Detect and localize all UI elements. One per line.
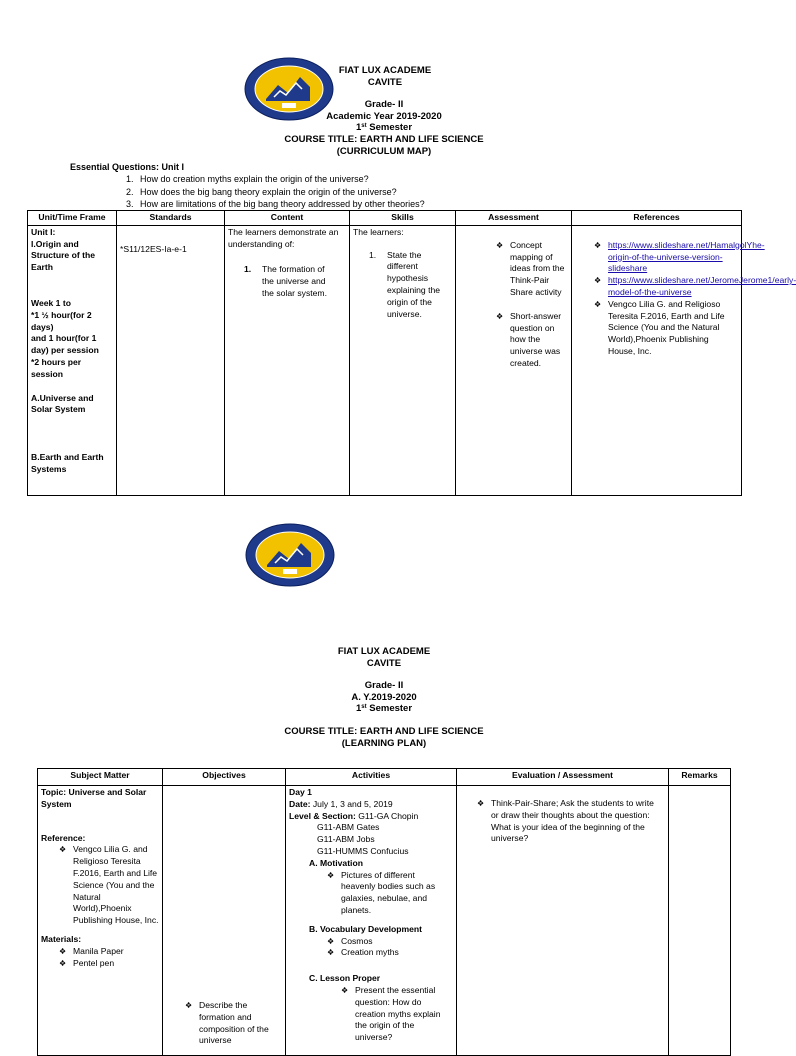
essential-question: 3. How are limitations of the big bang theory addressed by other theories? <box>136 198 768 210</box>
table-row <box>38 786 731 1056</box>
skills-item: State the different hypothesis explaining the origin of the universe. <box>387 249 441 319</box>
school-city: CAVITE <box>367 76 403 88</box>
column-header: Content <box>225 211 350 226</box>
content-cell: The learners demonstrate an understanding of: 1. The formation of the universe and the solar system. <box>225 225 350 495</box>
objective-item: ❖ Describe the formation and composition of the universe <box>185 1000 279 1047</box>
activity-item: ❖ Cosmos <box>327 936 453 948</box>
school-logo <box>245 523 335 587</box>
evaluation-item: ❖ Think-Pair-Share; Ask the students to write or draw their thoughts about the question: What is your idea of the beginning of the universe? <box>477 798 656 845</box>
semester: 1st Semester <box>355 122 413 134</box>
curriculum-map-header <box>0 65 768 157</box>
assessment-cell <box>456 225 572 495</box>
reference-link[interactable]: ❖ https://www.slideshare.net/HamalgolYhe-origin-of-the-universe-version-slideshare <box>594 240 735 275</box>
reference-item: ❖ Vengco Lilia G. and Religioso Teresita F.2016, Earth and Life Science (You and the Natural World),Phoenix Publishing House, Inc. <box>59 844 159 927</box>
material-item: ❖ Manila Paper <box>59 946 159 958</box>
column-header: Remarks <box>669 769 731 786</box>
school-name: FIAT LUX ACADEME <box>338 65 432 76</box>
essential-question: 1. How do creation myths explain the origin of the universe? <box>136 173 768 185</box>
skills-cell: The learners: 1. State the different hypothesis explaining the origin of the universe. <box>350 225 456 495</box>
document-type: (CURRICULUM MAP) <box>336 145 432 157</box>
standards-cell: *S11/12ES-Ia-e-1 <box>117 225 225 495</box>
content-item: The formation of the universe and the solar system. <box>262 264 327 298</box>
school-name: FIAT LUX ACADEME <box>337 646 431 657</box>
table-row <box>28 225 742 495</box>
activity-item: ❖ Pictures of different heavenly bodies such as galaxies, nebulae, and planets. <box>327 870 447 917</box>
activities-cell: Day 1 Date: July 1, 3 and 5, 2019 Level & Section: G11-GA Chopin G11-ABM Gates G11-ABM Jobs G11-HUMMS Confucius A. Motivation ❖ Pictures of different heavenly bodies such as galaxies, nebulae, and planets. B. Vocabulary Development ❖ Cosmos ❖ Creation myths C. Lesson Proper ❖ Present the essential question: How do creation myths explain the origin of the universe? <box>286 786 457 1056</box>
grade-level: Grade- II <box>364 680 404 692</box>
column-header: Evaluation / Assessment <box>457 769 669 786</box>
assessment-item: ❖ Short-answer question on how the universe was created. <box>496 311 569 370</box>
learning-plan-table <box>37 768 731 1056</box>
references-cell <box>572 225 796 495</box>
activity-item: ❖ Creation myths <box>327 947 453 959</box>
objectives-cell <box>163 786 286 1056</box>
column-header: Activities <box>286 769 457 786</box>
remarks-cell <box>669 786 731 1056</box>
column-header: References <box>572 211 742 226</box>
academic-year: A. Y.2019-2020 <box>351 691 417 703</box>
essential-questions <box>0 161 768 210</box>
evaluation-cell <box>457 786 669 1056</box>
assessment-item: ❖ Concept mapping of ideas from the Think-Pair Share activity <box>496 240 569 299</box>
column-header: Standards <box>117 211 225 226</box>
semester: 1st Semester <box>355 703 413 715</box>
reference-item: ❖ Vengco Lilia G. and Religioso Teresita F.2016, Earth and Life Science (You and the Natural World),Phoenix Publishing House, Inc. <box>594 299 735 358</box>
column-header: Subject Matter <box>38 769 163 786</box>
learning-plan-header <box>0 646 768 749</box>
subject-matter-cell: Topic: Universe and Solar System Reference: ❖ Vengco Lilia G. and Religioso Teresita F.2016, Earth and Life Science (You and the Natural World),Phoenix Publishing House, Inc. Materials: ❖ Manila Paper ❖ Pentel pen <box>38 786 163 1056</box>
material-item: ❖ Pentel pen <box>59 958 159 970</box>
activity-item: ❖ Present the essential question: How do creation myths explain the origin of the universe? <box>341 985 447 1044</box>
course-title: COURSE TITLE: EARTH AND LIFE SCIENCE <box>284 133 484 145</box>
unit-cell: Unit I: I.Origin and Structure of the Earth Week 1 to *1 ½ hour(for 2 days) and 1 hour(for 1 day) per session *2 hours per session A.Universe and Solar System B.Earth and Earth Systems <box>28 225 117 495</box>
column-header: Objectives <box>163 769 286 786</box>
academic-year: Academic Year 2019-2020 <box>326 110 442 122</box>
reference-link[interactable]: ❖ https://www.slideshare.net/JeromeJerome1/early-model-of-the-universe <box>594 275 735 299</box>
column-header: Assessment <box>456 211 572 226</box>
topic: Topic: Universe and Solar System <box>41 787 147 809</box>
column-header: Unit/Time Frame <box>28 211 117 226</box>
essential-questions-title: Essential Questions: Unit I <box>70 162 185 172</box>
course-title: COURSE TITLE: EARTH AND LIFE SCIENCE <box>284 725 484 737</box>
curriculum-map-table <box>27 210 796 496</box>
document-type: (LEARNING PLAN) <box>341 737 427 749</box>
column-header: Skills <box>350 211 456 226</box>
grade-level: Grade- II <box>364 99 404 111</box>
school-city: CAVITE <box>366 657 402 669</box>
essential-question: 2. How does the big bang theory explain the origin of the universe? <box>136 186 768 198</box>
